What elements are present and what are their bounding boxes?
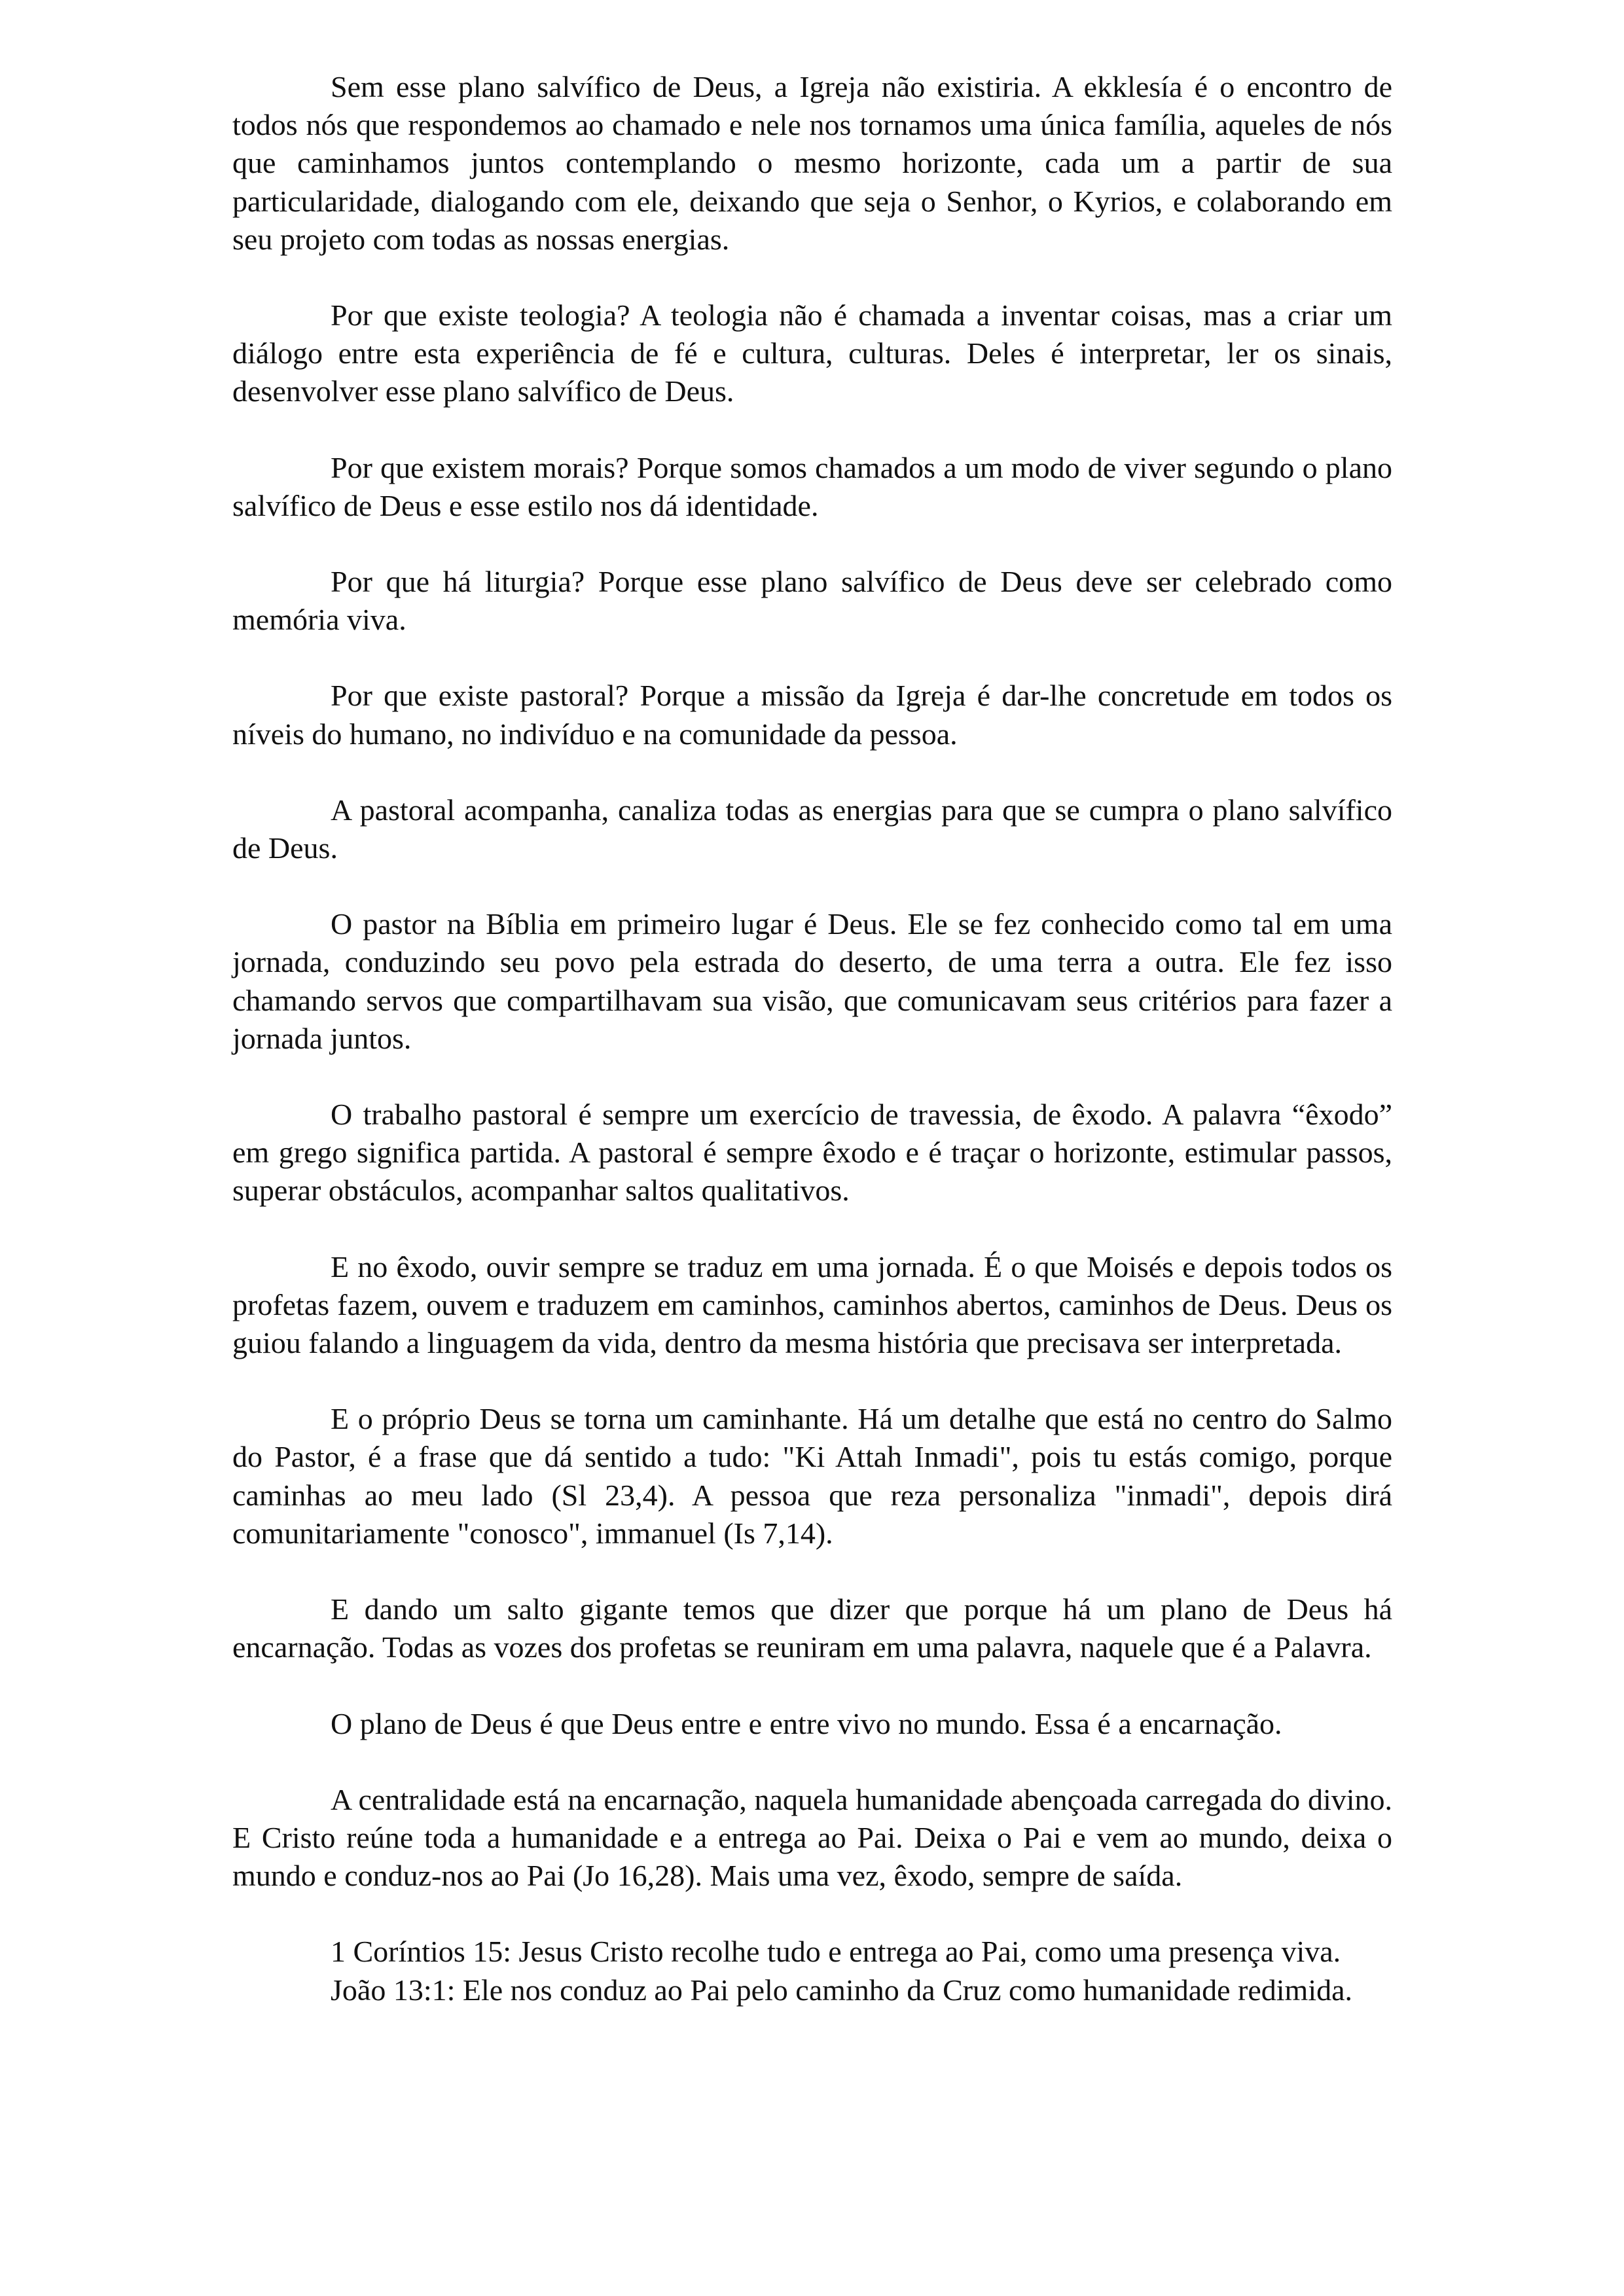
paragraph-pastoral: Por que existe pastoral? Porque a missão da Igreja é dar-lhe concretude em todos os níveis do humano, no indivíduo e na comunidade da pessoa.: [232, 679, 1392, 751]
paragraph-ekklesia: Sem esse plano salvífico de Deus, a Igreja não existiria. A ekklesía é o encontro de todos nós que respondemos ao chamado e nele nos tornamos uma única família, aqueles de nós que caminhamos juntos contemplando o mesmo horizonte, cada um a partir de sua particularidade, dialogando com ele, deixando que seja o Senhor, o Kyrios, e colaborando em seu projeto com todas as nossas energias.: [232, 70, 1392, 256]
paragraph-pastor-biblia: O pastor na Bíblia em primeiro lugar é Deus. Ele se fez conhecido como tal em uma jornada, conduzindo seu povo pela estrada do deserto, de uma terra a outra. Ele fez isso chamando servos que compartilhavam sua visão, que comunicavam seus critérios para fazer a jornada juntos.: [232, 907, 1392, 1055]
paragraph-teologia: Por que existe teologia? A teologia não é chamada a inventar coisas, mas a criar um diálogo entre esta experiência de fé e cultura, culturas. Deles é interpretar, ler os sinais, desenvolver esse plano salvífico de Deus.: [232, 298, 1392, 408]
paragraph-morais: Por que existem morais? Porque somos chamados a um modo de viver segundo o plano salvífico de Deus e esse estilo nos dá identidade.: [232, 450, 1392, 522]
paragraph-deus-caminhante: E o próprio Deus se torna um caminhante. Há um detalhe que está no centro do Salmo do Pastor, é a frase que dá sentido a tudo: "Ki Attah Inmadi", pois tu estás comigo, porque caminhas ao meu lado (Sl 23,4). A pessoa que reza personaliza "inmadi", depois dirá comunitariamente "conosco", immanuel (Is 7,14).: [232, 1402, 1392, 1550]
paragraph-exodo-jornada: E no êxodo, ouvir sempre se traduz em uma jornada. É o que Moisés e depois todos os profetas fazem, ouvem e traduzem em caminhos, caminhos abertos, caminhos de Deus. Deus os guiou falando a linguagem da vida, dentro da mesma história que precisava ser interpretada.: [232, 1249, 1392, 1360]
paragraph-encarnacao: E dando um salto gigante temos que dizer que porque há um plano de Deus há encarnação. Todas as vozes dos profetas se reuniram em uma palavra, naquele que é a Palavra.: [232, 1592, 1392, 1664]
paragraph-joao: João 13:1: Ele nos conduz ao Pai pelo caminho da Cruz como humanidade redimida.: [331, 1973, 1353, 2007]
paragraph-corintios: 1 Coríntios 15: Jesus Cristo recolhe tudo e entrega ao Pai, como uma presença viva.: [331, 1935, 1341, 1969]
paragraph-centralidade: A centralidade está na encarnação, naquela humanidade abençoada carregada do divino. E Cristo reúne toda a humanidade e a entrega ao Pai. Deixa o Pai e vem ao mundo, deixa o mundo e conduz-nos ao Pai (Jo 16,28). Mais uma vez, êxodo, sempre de saída.: [232, 1782, 1392, 1893]
paragraph-trabalho-pastoral: O trabalho pastoral é sempre um exercício de travessia, de êxodo. A palavra “êxodo” em grego significa partida. A pastoral é sempre êxodo e é traçar o horizonte, estimular passos, superar obstáculos, acompanhar saltos qualitativos.: [232, 1098, 1392, 1208]
document-page: [232, 68, 1392, 2009]
paragraph-liturgia: Por que há liturgia? Porque esse plano salvífico de Deus deve ser celebrado como memória viva.: [232, 565, 1392, 637]
paragraph-plano-de-deus: O plano de Deus é que Deus entre e entre vivo no mundo. Essa é a encarnação.: [331, 1706, 1282, 1740]
paragraph-pastoral-acompanha: A pastoral acompanha, canaliza todas as energias para que se cumpra o plano salvífico de Deus.: [232, 793, 1392, 865]
